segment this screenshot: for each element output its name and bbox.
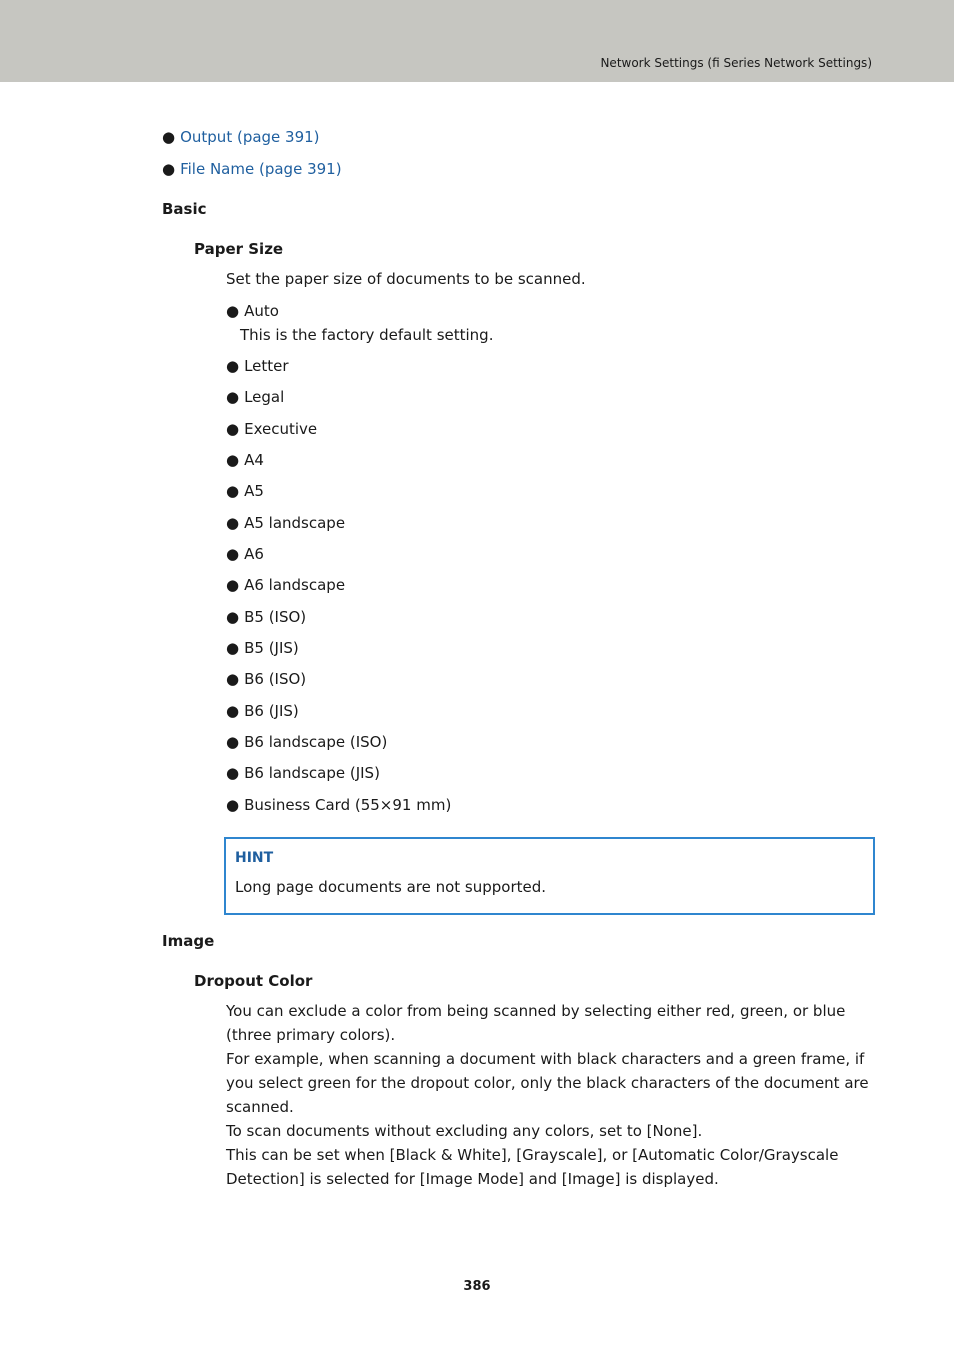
link-output[interactable]: Output (page 391) — [180, 128, 320, 146]
paper-size-option-label: Auto — [244, 302, 279, 320]
bullet-icon: ● — [226, 608, 240, 626]
paper-size-option-label: B5 (ISO) — [244, 608, 307, 626]
bullet-icon: ● — [226, 545, 240, 563]
paper-size-option-label: B6 (ISO) — [244, 670, 307, 688]
hint-text: Long page documents are not supported. — [235, 878, 547, 896]
paragraph-line: Detection] is selected for [Image Mode] and [Image] is displayed. — [226, 1170, 719, 1188]
subsection-heading-dropout-color: Dropout Color — [194, 972, 313, 990]
auto-default-note: This is the factory default setting. — [240, 326, 494, 344]
paper-size-option — [226, 356, 289, 376]
bullet-icon: ● — [226, 733, 240, 751]
paper-size-option-label: A6 landscape — [244, 576, 346, 594]
paragraph-line: This can be set when [Black & White], [Grayscale], or [Automatic Color/Grayscale — [226, 1146, 839, 1164]
paper-size-option-label: B6 landscape (JIS) — [244, 764, 380, 782]
paper-size-option — [226, 575, 345, 595]
link-item-output — [162, 127, 320, 147]
hint-title: HINT — [235, 850, 274, 866]
bullet-icon: ● — [162, 160, 176, 178]
paper-size-option-label: A5 landscape — [244, 514, 346, 532]
paper-size-option — [226, 544, 264, 564]
header-title: Network Settings (fi Series Network Settings) — [600, 56, 872, 70]
paper-size-option — [226, 387, 284, 407]
paper-size-option — [226, 450, 264, 470]
bullet-icon: ● — [226, 576, 240, 594]
bullet-icon: ● — [226, 796, 240, 814]
paper-size-intro: Set the paper size of documents to be scanned. — [226, 270, 586, 288]
bullet-icon: ● — [226, 420, 240, 438]
paper-size-option — [226, 419, 317, 439]
paragraph-line: you select green for the dropout color, only the black characters of the document are — [226, 1074, 869, 1092]
paper-size-option — [226, 638, 299, 658]
bullet-icon: ● — [226, 388, 240, 406]
paper-size-option-label: Business Card (55×91 mm) — [244, 796, 452, 814]
paper-size-option — [226, 701, 299, 721]
dropout-color-description — [226, 999, 874, 1191]
paper-size-option — [226, 301, 279, 321]
paper-size-option-label: A4 — [244, 451, 264, 469]
paragraph-line: To scan documents without excluding any colors, set to [None]. — [226, 1122, 703, 1140]
bullet-icon: ● — [226, 302, 240, 320]
bullet-icon: ● — [226, 451, 240, 469]
bullet-icon: ● — [226, 639, 240, 657]
paper-size-option — [226, 669, 306, 689]
paper-size-option — [226, 481, 264, 501]
paper-size-option-label: Legal — [244, 388, 285, 406]
section-heading-basic: Basic — [162, 200, 207, 218]
paper-size-option-label: A5 — [244, 482, 264, 500]
bullet-icon: ● — [162, 128, 176, 146]
section-heading-image: Image — [162, 932, 215, 950]
hint-box — [224, 837, 875, 915]
subsection-heading-paper-size: Paper Size — [194, 240, 284, 258]
paper-size-option-label: A6 — [244, 545, 264, 563]
page-header — [0, 0, 954, 82]
paper-size-option-label: B6 (JIS) — [244, 702, 299, 720]
bullet-icon: ● — [226, 764, 240, 782]
bullet-icon: ● — [226, 702, 240, 720]
paper-size-option — [226, 732, 387, 752]
paper-size-option — [226, 607, 306, 627]
bullet-icon: ● — [226, 357, 240, 375]
paragraph-line: (three primary colors). — [226, 1026, 396, 1044]
paper-size-option-label: B6 landscape (ISO) — [244, 733, 388, 751]
page-number: 386 — [463, 1279, 491, 1294]
paper-size-option — [226, 513, 345, 533]
paper-size-option-label: Letter — [244, 357, 289, 375]
paper-size-option-label: Executive — [244, 420, 318, 438]
bullet-icon: ● — [226, 670, 240, 688]
bullet-icon: ● — [226, 482, 240, 500]
paper-size-option — [226, 795, 451, 815]
paragraph-line: scanned. — [226, 1098, 294, 1116]
paragraph-line: You can exclude a color from being scanned by selecting either red, green, or blue — [226, 1002, 846, 1020]
paper-size-option-label: B5 (JIS) — [244, 639, 299, 657]
paragraph-line: For example, when scanning a document with black characters and a green frame, if — [226, 1050, 865, 1068]
paper-size-option — [226, 763, 380, 783]
link-item-file-name — [162, 159, 342, 179]
bullet-icon: ● — [226, 514, 240, 532]
link-file-name[interactable]: File Name (page 391) — [180, 160, 342, 178]
